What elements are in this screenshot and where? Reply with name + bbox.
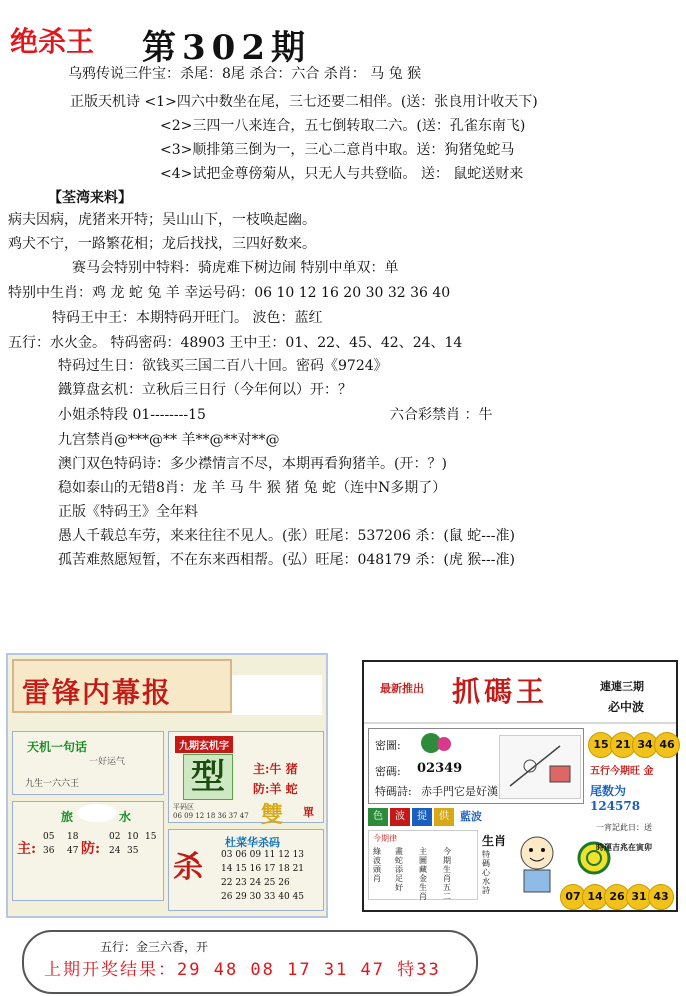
poster-title-banner — [12, 659, 232, 713]
zhu-label: 主: — [17, 841, 37, 857]
shuang-char: 雙 — [261, 802, 284, 828]
dan-char: 單 — [303, 806, 314, 819]
fang-num-1: 02 — [109, 832, 121, 842]
text-line-5: <4>试把金尊傍菊从，只无人与共登临。 送： 鼠蛇送财来 — [160, 166, 524, 182]
text-line-11: 特码王中王：本期特码开旺门。 波色：蓝红 — [52, 310, 323, 326]
vt-3: 畫蛇添足好 — [395, 847, 403, 892]
special-label: 特碼詩: — [375, 785, 412, 798]
vt-1: 今期律 — [373, 834, 397, 843]
zhu-num-2: 18 — [67, 832, 79, 842]
text-line-19: 稳如泰山的无错8肖：龙 羊 马 牛 猴 猪 兔 蛇（连中N多期了） — [58, 480, 447, 496]
zone-label: 平码区 — [173, 803, 194, 811]
color-tag-1: 色 — [368, 808, 388, 826]
tianji-title: 天机一句话 — [27, 740, 88, 754]
ball-top-1: 15 — [588, 732, 614, 758]
main-pick: 主:牛 猪 — [253, 762, 298, 776]
code-label-2: 密碼: — [375, 765, 401, 778]
kill-row-4: 26 29 30 33 40 45 — [221, 892, 305, 902]
vt-4: 主圖藏金生肖 — [419, 847, 427, 901]
big-character: 型 — [183, 754, 233, 800]
text-line-16: 六合彩禁肖 ：牛 — [390, 407, 493, 423]
text-line-7: 病夫因病，虎猪来开特；吴山山下，一枝唤起幽。 — [8, 212, 316, 228]
zhu-fang-box — [12, 801, 164, 901]
text-line-20: 正版《特码王》全年料 — [58, 504, 198, 520]
code-ball-icon-2 — [437, 737, 451, 751]
text-line-12: 五行：水火金。 特码密码：48903 王中王：01、22、45、42、24、14 — [8, 335, 463, 351]
code-box — [368, 728, 584, 804]
last-result: 上期开奖结果：29 48 08 17 31 47 特33 — [44, 960, 441, 980]
zhu-top-char2: 水 — [119, 810, 132, 824]
text-line-17: 九宫禁肖@***@** 羊**@**对**@ — [58, 432, 280, 448]
shengxiao-label: 生肖 — [482, 834, 507, 848]
quote-line-2: 時運吉兆在寅卯 — [596, 842, 652, 852]
text-line-14: 鐵算盘玄机：立秋后三日行（今年何以）开：？ — [58, 382, 352, 398]
kill-row-1: 03 06 09 11 12 13 — [221, 850, 305, 860]
tema-label: 特碼心水詩 — [482, 850, 490, 895]
text-line-15: 小姐杀特段 01--------15 — [58, 407, 206, 423]
vertical-text-box — [368, 830, 478, 900]
zone-numbers: 06 09 12 18 36 37 47 — [173, 812, 249, 820]
tianji-bottom: 九生一六六王 — [25, 779, 80, 789]
latest-label: 最新推出 — [380, 682, 424, 695]
vt-2: 綠波頭肖 — [373, 847, 381, 883]
text-line-4: <3>顺排第三倒为一，三心二意肖中取。送：狗猪兔蛇马 — [160, 142, 515, 158]
illustration — [499, 735, 581, 799]
quote-line: 一宵記此日：送 — [596, 823, 652, 832]
ball-top-2: 21 — [610, 732, 636, 758]
tianji-box — [12, 731, 164, 795]
color-pick: 藍波 — [460, 810, 482, 823]
ball-top-4: 46 — [654, 732, 680, 758]
text-line-2: 正版天机诗 <1>四六中数坐在尾，三七还要二相伴。(送：张良用计收天下) — [70, 94, 538, 110]
kill-char: 杀 — [173, 850, 203, 885]
issue-number: 第302期 — [142, 28, 311, 68]
kill-box — [168, 829, 324, 911]
wuxing-footer: 五行：金三六香，开 — [100, 940, 209, 954]
ball-bottom-4: 31 — [626, 884, 652, 910]
fang-num-3: 15 — [145, 832, 157, 842]
zhu-num-4: 47 — [67, 846, 79, 856]
kill-row-3: 22 23 24 25 26 — [221, 878, 290, 888]
leifeng-poster — [6, 653, 328, 918]
blurred-patch — [77, 804, 117, 822]
text-line-8: 鸡犬不宁，一路繁花相；龙后找找，三四好数来。 — [8, 236, 316, 252]
ball-bottom-5: 43 — [648, 884, 674, 910]
zhuamawang-poster — [362, 660, 678, 912]
fisherman-icon — [500, 736, 580, 798]
zhu-num-3: 36 — [43, 846, 55, 856]
cartoon-figure-icon — [502, 828, 572, 898]
fang-num-4: 24 — [109, 846, 121, 856]
jiuqi-banner: 九期玄机字 — [175, 736, 233, 753]
fang-label: 防: — [81, 841, 101, 857]
color-tag-4: 供 — [434, 808, 454, 826]
text-line-22: 孤苦难熬愿短暂，不在东来西相帮。(弘）旺尾：048179 杀：(虎 猴---准) — [58, 552, 515, 568]
section-heading: 【荃湾来料】 — [48, 190, 132, 206]
must-win-label: 必中波 — [608, 700, 645, 714]
text-line-18: 澳门双色特码诗：多少襟情言不尽，本期再看狗猪羊。(开：？) — [58, 456, 447, 472]
text-line-9: 赛马会特别中特料：骑虎难下树边闹 特别中单双：单 — [72, 260, 399, 276]
wuxing-label: 五行今期旺 金 — [590, 766, 654, 777]
divider — [364, 722, 676, 724]
zhu-num-1: 05 — [43, 832, 55, 842]
color-tag-2: 波 — [390, 808, 410, 826]
brand-title: 绝杀王 — [10, 25, 95, 58]
code-label: 密圖: — [375, 739, 401, 752]
text-line-1: 乌鸦传说三件宝：杀尾：8尾 杀合：六合 杀肖： 马 兔 猴 — [68, 66, 422, 82]
ball-bottom-3: 26 — [604, 884, 630, 910]
zhu-top-char: 旅 — [61, 810, 74, 824]
tail-label: 尾数为 124578 — [590, 784, 641, 813]
color-tag-3: 提 — [412, 808, 432, 826]
poster-title: 雷锋内幕报 — [22, 676, 173, 709]
zhuamawang-title: 抓碼王 — [452, 675, 549, 708]
ball-bottom-1: 07 — [560, 884, 586, 910]
jiuqi-box — [168, 731, 324, 828]
special-text: 赤手門它是好漢 — [421, 785, 498, 798]
guard-pick: 防:羊 蛇 — [253, 782, 298, 796]
white-patch — [232, 675, 322, 715]
fang-num-5: 35 — [127, 846, 139, 856]
text-line-3: <2>三四一八来连合，五七倒转取二六。(送：孔雀东南飞) — [160, 118, 526, 134]
streak-label: 連連三期 — [600, 680, 644, 693]
ball-bottom-2: 14 — [582, 884, 608, 910]
text-line-10: 特别中生肖：鸡 龙 蛇 兔 羊 幸运号码：06 10 12 16 20 30 32 36 40 — [8, 285, 451, 301]
ball-top-3: 34 — [632, 732, 658, 758]
tianji-subtitle: 一好运气 — [89, 757, 126, 767]
text-line-21: 愚人千载总车劳，来来往往不见人。(张）旺尾：537206 杀：(鼠 蛇---准) — [58, 528, 515, 544]
kill-row-2: 14 15 16 17 18 21 — [221, 864, 305, 874]
kill-title: 杜菜华杀码 — [225, 836, 280, 849]
text-line-13: 特码过生日：欲钱买三国二百八十回。密码《9724》 — [58, 358, 388, 374]
code-value: 02349 — [417, 761, 463, 776]
fang-num-2: 10 — [127, 832, 139, 842]
vt-5: 今期生肖五二 — [443, 847, 451, 901]
